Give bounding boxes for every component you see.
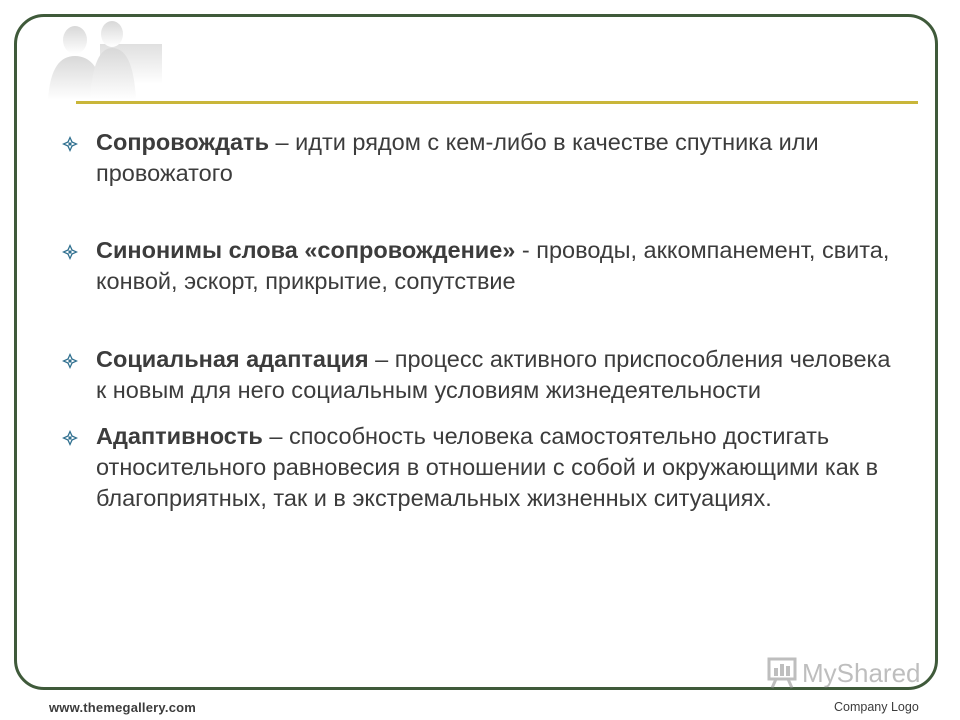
bullet-term: Адаптивность xyxy=(96,423,263,449)
bullet-item xyxy=(62,235,902,297)
people-silhouette-image xyxy=(40,18,170,100)
bullet-list xyxy=(62,127,902,514)
bullet-text: – процесс активного приспособления человека к новым для него социальным условиям жизнедеятельности xyxy=(96,346,891,403)
company-logo-text: Company Logo xyxy=(834,700,919,714)
diamond-bullet-icon xyxy=(62,353,78,369)
bullet-term: Социальная адаптация xyxy=(96,346,369,372)
header-rule xyxy=(76,101,918,104)
diamond-bullet-icon xyxy=(62,136,78,152)
bullet-term: Сопровождать xyxy=(96,129,270,155)
bullet-item xyxy=(62,421,902,514)
diamond-bullet-icon xyxy=(62,244,78,260)
watermark-text: MyShared xyxy=(802,658,921,688)
bullet-term: Синонимы слова «сопровождение» xyxy=(96,237,516,263)
bullet-text: - проводы, аккомпанемент, свита, конвой, эскорт, прикрытие, сопутствие xyxy=(96,237,890,294)
bullet-text: – идти рядом с кем-либо в качестве спутника или провожатого xyxy=(96,129,819,186)
bullet-text: – способность человека самостоятельно достигать относительного равновесия в отношении с собой и окружающими как в благоприятных, так и в экстремальных жизненных ситуациях. xyxy=(96,423,879,511)
presentation-board-icon xyxy=(766,654,798,690)
bullet-item xyxy=(62,344,902,406)
footer-url: www.themegallery.com xyxy=(49,700,197,715)
diamond-bullet-icon xyxy=(62,430,78,446)
myshared-watermark xyxy=(766,654,926,692)
bullet-item xyxy=(62,127,902,189)
